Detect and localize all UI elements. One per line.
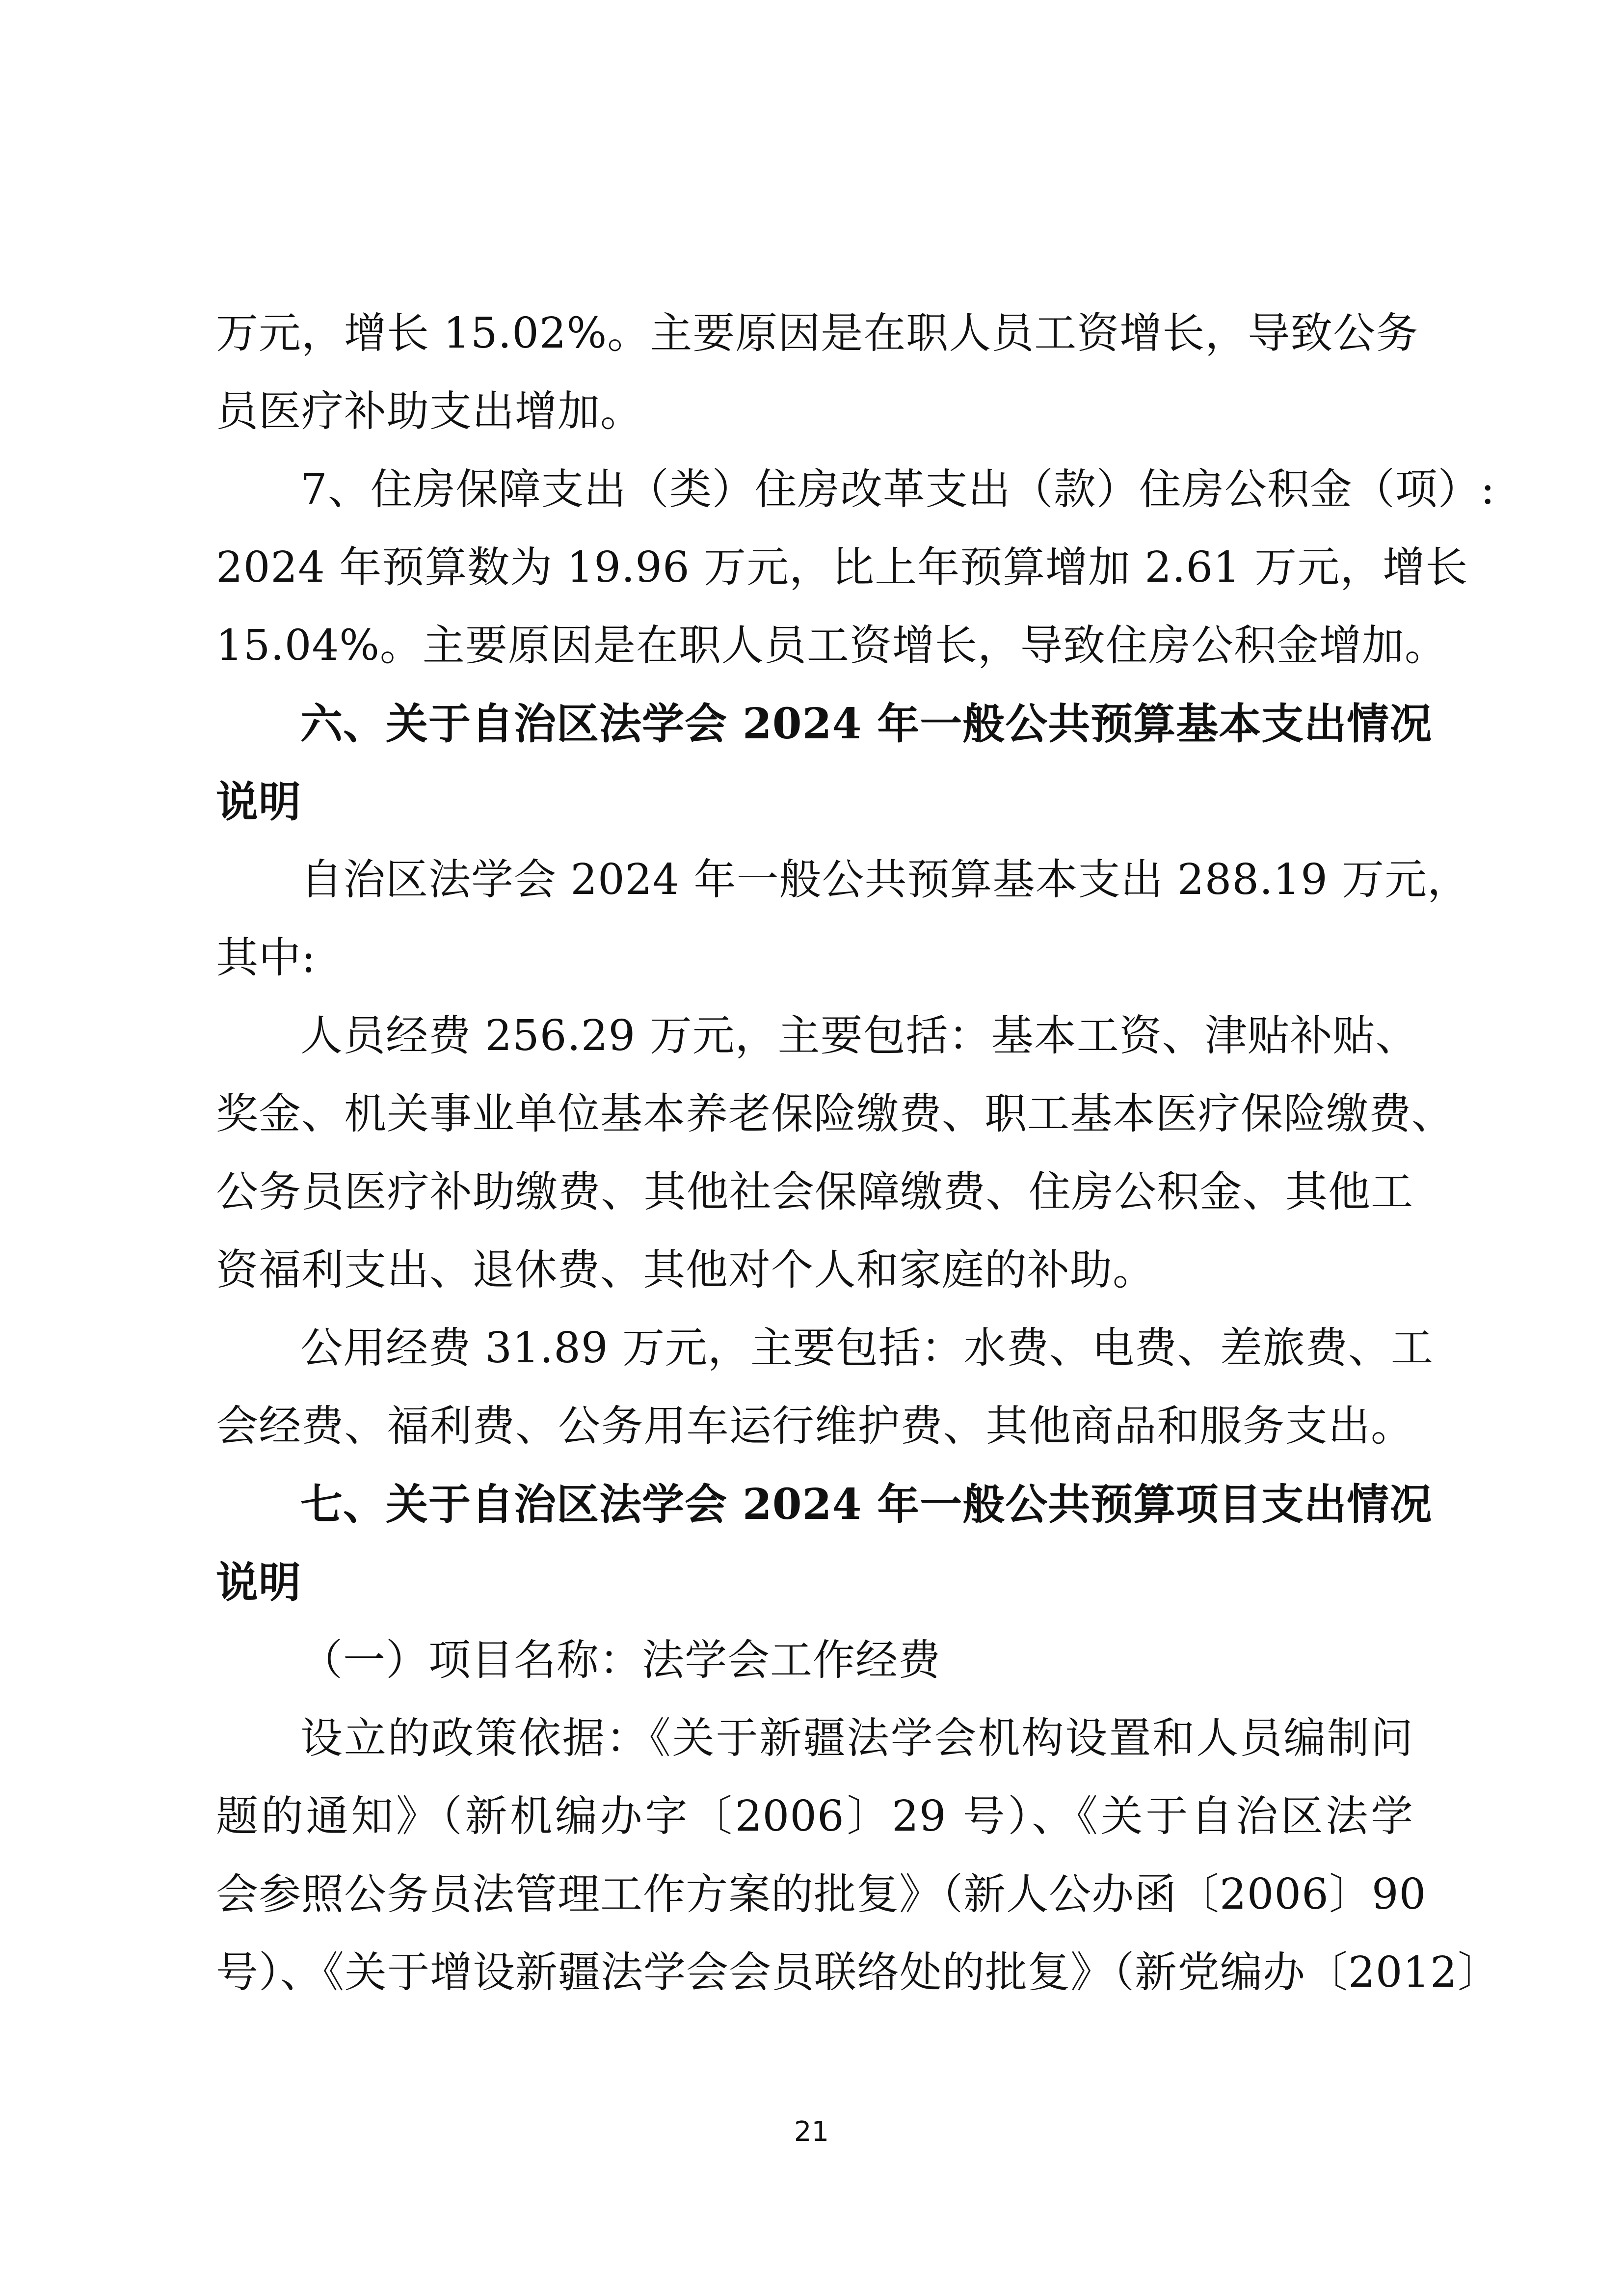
section-heading: 七、关于自治区法学会 2024 年一般公共预算项目支出情况 xyxy=(300,1480,1433,1529)
paragraph-line: 7、住房保障支出（类）住房改革支出（款）住房公积金（项）: xyxy=(300,465,1495,514)
paragraph-line: 设立的政策依据：《关于新疆法学会机构设置和人员编制问 xyxy=(300,1714,1413,1763)
paragraph-line: 2024 年预算数为 19.96 万元，比上年预算增加 2.61 万元，增长 xyxy=(216,543,1468,592)
paragraph-line: 会参照公务员法管理工作方案的批复》（新人公办函〔2006〕90 xyxy=(216,1870,1427,1919)
page-number: 21 xyxy=(794,2116,829,2148)
paragraph-line: 15.04%。主要原因是在职人员工资增长，导致住房公积金增加。 xyxy=(216,621,1447,670)
paragraph-line: 题的通知》（新机编办字〔2006〕29 号）、《关于自治区法学 xyxy=(216,1792,1413,1841)
paragraph-line: 会经费、福利费、公务用车运行维护费、其他商品和服务支出。 xyxy=(216,1402,1413,1451)
paragraph-line: 资福利支出、退休费、其他对个人和家庭的补助。 xyxy=(216,1245,1155,1295)
paragraph-line: 公务员医疗补助缴费、其他社会保障缴费、住房公积金、其他工 xyxy=(216,1167,1413,1216)
section-heading: 六、关于自治区法学会 2024 年一般公共预算基本支出情况 xyxy=(300,699,1433,749)
paragraph-line: 其中: xyxy=(216,933,316,982)
section-heading: 说明 xyxy=(216,777,301,827)
document-body xyxy=(216,295,1500,2012)
subsection-title: （一）项目名称：法学会工作经费 xyxy=(300,1636,941,1685)
paragraph-line: 号）、《关于增设新疆法学会会员联络处的批复》（新党编办〔2012〕 xyxy=(216,1948,1500,1997)
paragraph-line: 万元，增长 15.02%。主要原因是在职人员工资增长，导致公务 xyxy=(216,309,1419,358)
paragraph-line: 奖金、机关事业单位基本养老保险缴费、职工基本医疗保险缴费、 xyxy=(216,1089,1454,1138)
paragraph-line: 员医疗补助支出增加。 xyxy=(216,387,643,436)
paragraph-line: 公用经费 31.89 万元，主要包括：水费、电费、差旅费、工 xyxy=(300,1324,1434,1373)
section-heading: 说明 xyxy=(216,1558,301,1607)
paragraph-line: 自治区法学会 2024 年一般公共预算基本支出 288.19 万元， xyxy=(300,855,1470,904)
paragraph-line: 人员经费 256.29 万元，主要包括：基本工资、津贴补贴、 xyxy=(300,1011,1418,1060)
